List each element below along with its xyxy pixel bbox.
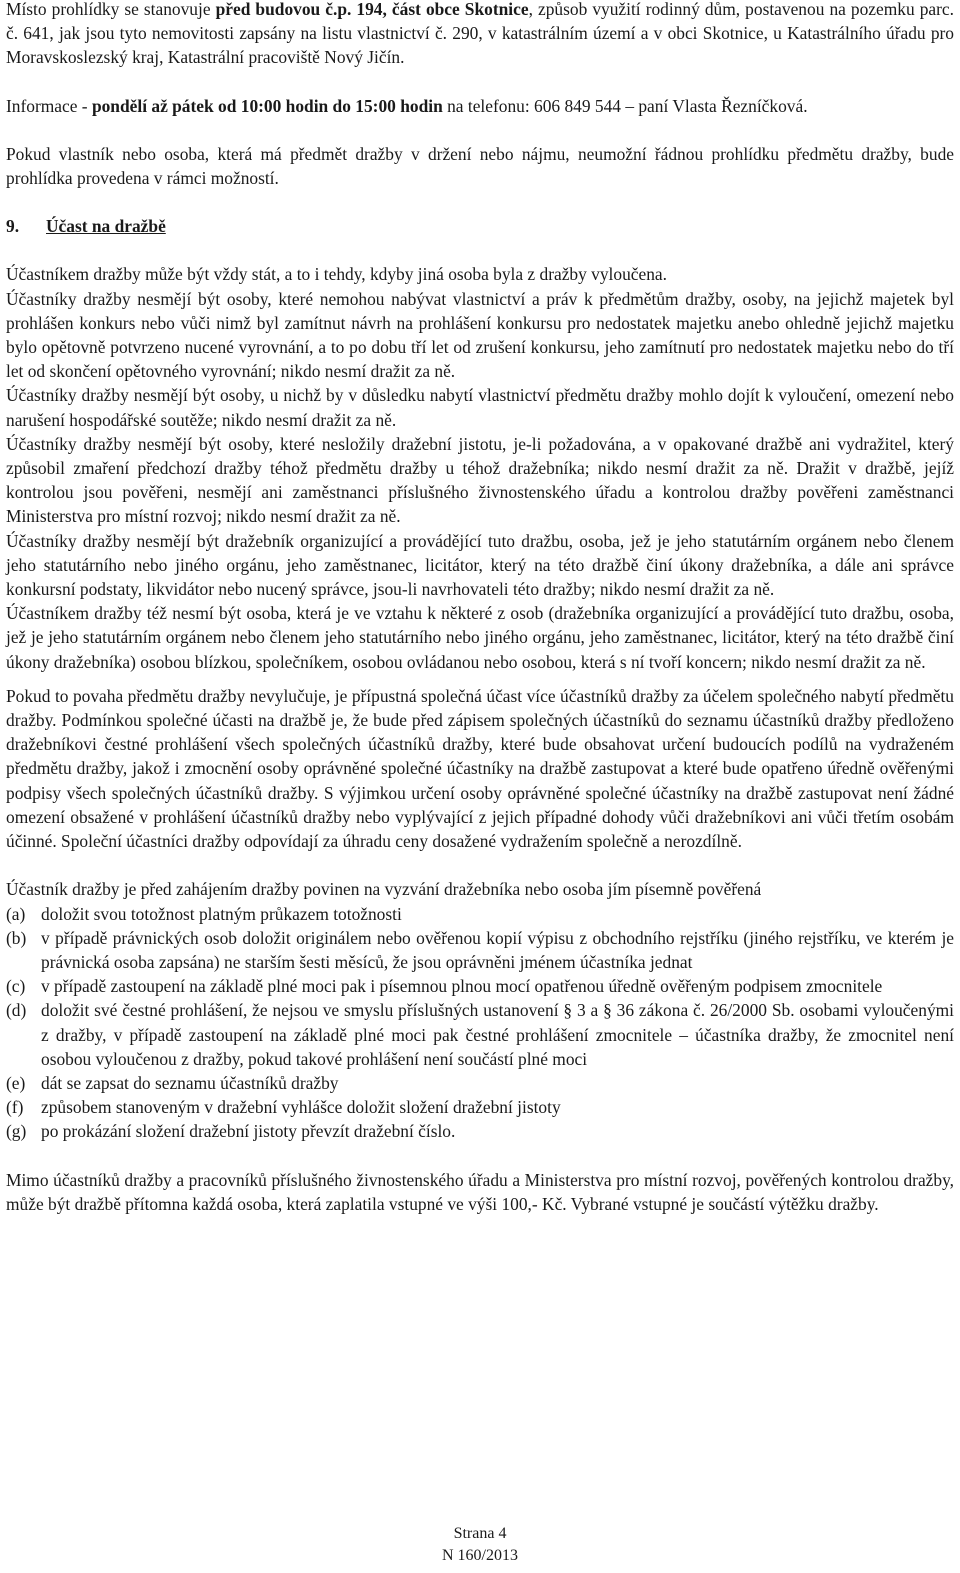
section-number: 9. [6,216,20,237]
list-item [6,1095,954,1119]
page-number: Strana 4 [453,1525,507,1542]
list-item [6,998,954,1071]
excluded-competition-paragraph: Účastníky dražby nesmějí být osoby, u nichž by v důsledku nabytí vlastnictví předmětu dražby mohlo dojít k vyloučení, omezení nebo narušení hospodářské soutěže; nikdo nesmí dražit za ně. [6,385,954,430]
list-item [6,974,954,998]
list-text: v případě právnických osob doložit originálem nebo ověřenou kopií výpisu z obchodního rejstříku (jiného rejstříku, ve kterém je právnická osoba zapsána) ne starším šesti měsíců, že jsou oprávněni jménem účastníka jednat [41,927,954,972]
list-item [6,1119,954,1143]
list-text: doložit své čestné prohlášení, že nejsou ve smyslu příslušných ustanovení § 3 a § 36 zákona č. 26/2000 Sb. osobami vyloučenými z dražby, v případě zastoupení na základě plné moci pak čestné prohlášení zmocnitele – účastníka dražby, že zmocnitel není osobou vyloučenou z dražby, pokud takové prohlášení není součástí plné moci [41,1000,954,1069]
contact-info-phone: na telefonu: 606 849 544 – paní Vlasta Řezníčková. [442,95,808,116]
list-item [6,1071,954,1095]
excluded-bankruptcy-paragraph: Účastníky dražby nesmějí být osoby, které nemohou nabývat vlastnictví a práv k předmětům dražby, osoby, na jejichž majetek byl prohlášen konkurs nebo vůči nimž byl zamítnut návrh na prohlášení konkursu pro nedostatek majetku anebo ohledně jejichž majetku bylo opětovně potvrzeno nucené vyrovnání, a to po dobu tří let od zrušení konkursu, jeho zamítnutí pro nedostatek majetku nebo do tří let od skončení opětovného vyrovnání; nikdo nesmí dražit za ně. [6,288,954,382]
section-title: Účast na dražbě [46,216,166,237]
inspection-location-lead: Místo prohlídky se stanovuje [6,0,216,19]
document-reference: N 160/2013 [442,1547,518,1564]
document-page [6,0,954,1216]
list-marker: (e) [6,1072,26,1093]
list-text: po prokázání složení dražební jistoty převzít dražební číslo. [41,1121,456,1142]
joint-participation-paragraph: Pokud to povaha předmětu dražby nevylučuje, je přípustná společná účast více účastníků dražby za účelem společného nabytí předmětu dražby. Podmínkou společné účasti na dražbě je, že bude před zápisem společných účastníků do seznamu účastníků dražby předloženo dražebníkovi čestné prohlášení všech společných účastníků dražby, které bude obsahovat určení budoucích podílů na vydraženém předmětu dražby, jakož i zmocnění osoby oprávněné společné účastníky na dražbě zastupovat a které bude opatřeno úředně ověřenými podpisy všech společných účastníků dražby. S výjimkou určení osoby oprávněné společné účastníky na dražbě zastupovat není žádné omezení obsažené v prohlášení účastníků dražby nebo vyplývající z jejich případné dohody vůči dražebníkovi ani vůči třetím osobám účinné. Společní účastníci dražby odpovídají za úhradu ceny dosažené vydražením společně a nerozdílně. [6,685,954,852]
entrance-fee-paragraph: Mimo účastníků dražby a pracovníků příslušného živnostenského úřadu a Ministerstva pro místní rozvoj, pověřených kontrolou dražby, může být dražbě přítomna každá osoba, která zaplatila vstupné ve výši 100,- Kč. Vybrané vstupné je součástí výtěžku dražby. [6,1169,954,1214]
contact-info-hours: pondělí až pátek od 10:00 hodin do 15:00 hodin [91,95,443,116]
list-text: dát se zapsat do seznamu účastníků dražby [41,1072,339,1093]
excluded-auctioneer-paragraph: Účastníky dražby nesmějí být dražebník organizující a provádějící tuto dražbu, osoba, jež je jeho statutárním orgánem nebo členem jeho statutárního nebo jiného orgánu, jeho zaměstnanec, licitátor, který na této dražbě činí úkony dražebníka, a dále ani správce konkursní podstaty, likvidátor nebo nucený správce, jsou-li navrhovateli této dražby; nikdo nesmí dražit za ně. [6,530,954,600]
owner-obstruction-paragraph: Pokud vlastník nebo osoba, která má předmět dražby v držení nebo nájmu, neumožní řádnou prohlídku předmětu dražby, bude prohlídka provedena v rámci možností. [6,143,954,189]
excluded-deposit-paragraph: Účastníky dražby nesmějí být osoby, které nesložily dražební jistotu, je-li požadována, a v opakované dražbě ani vydražitel, který způsobil zmaření předchozí dražby téhož předmětu dražby u téhož dražebníka; nikdo nesmí dražit za ně. Dražit v dražbě, jejíž kontrolou jsou pověřeni, nesmějí ani zaměstnanci příslušného živnostenského úřadu a kontrolou dražby pověřeni zaměstnanci Ministerstva pro místní rozvoj; nikdo nesmí dražit za ně. [6,433,954,527]
section-heading [6,214,954,238]
list-marker: (b) [6,927,27,948]
inspection-location-rest: , způsob využití rodinný dům, postavenou na pozemku parc. č. 641, jak jsou tyto nemovitosti zapsány na listu vlastnictví č. 290, v katastrálním území a v obci Skotnice, u Katastrálního úřadu pro Moravskoslezský kraj, Katastrální pracoviště Nový Jičín. [6,0,954,68]
list-text: doložit svou totožnost platným průkazem totožnosti [41,903,402,924]
excluded-related-paragraph: Účastníkem dražby též nesmí být osoba, která je ve vztahu k některé z osob (dražebníka organizující a provádějící tuto dražbu, osoba, jež je jeho statutárním orgánem nebo členem jeho statutárního nebo jiného orgánu, jeho zaměstnanec, licitátor, který na této dražbě činí úkony dražebníka) osobou blízkou, společníkem, osobou ovládanou nebo osobou, která s ní tvoří koncern; nikdo nesmí dražit za ně. [6,603,954,672]
inspection-location-paragraph [6,0,954,70]
participant-duties-intro: Účastník dražby je před zahájením dražby povinen na vyzvání dražebníka nebo osoba jím písemně pověřená [6,879,762,900]
list-item [6,926,954,974]
list-marker: (g) [6,1121,27,1142]
list-marker: (a) [6,903,26,924]
inspection-location-bold: před budovou č.p. 194, část obce Skotnice [215,0,529,19]
contact-info-lead: Informace - [6,95,92,116]
contact-info-paragraph [6,94,954,118]
participant-duties-list [6,902,954,1144]
list-item [6,902,954,926]
list-text: způsobem stanoveným v dražební vyhlášce doložit složení dražební jistoty [41,1097,561,1118]
list-text: v případě zastoupení na základě plné moci pak i písemnou plnou mocí opatřenou úředně ověřeným podpisem zmocnitele [41,976,883,997]
list-marker: (d) [6,1000,27,1021]
list-marker: (c) [6,976,26,997]
list-marker: (f) [6,1097,24,1118]
participant-state-paragraph: Účastníkem dražby může být vždy stát, a to i tehdy, kdyby jiná osoba byla z dražby vyloučena. [6,264,667,285]
